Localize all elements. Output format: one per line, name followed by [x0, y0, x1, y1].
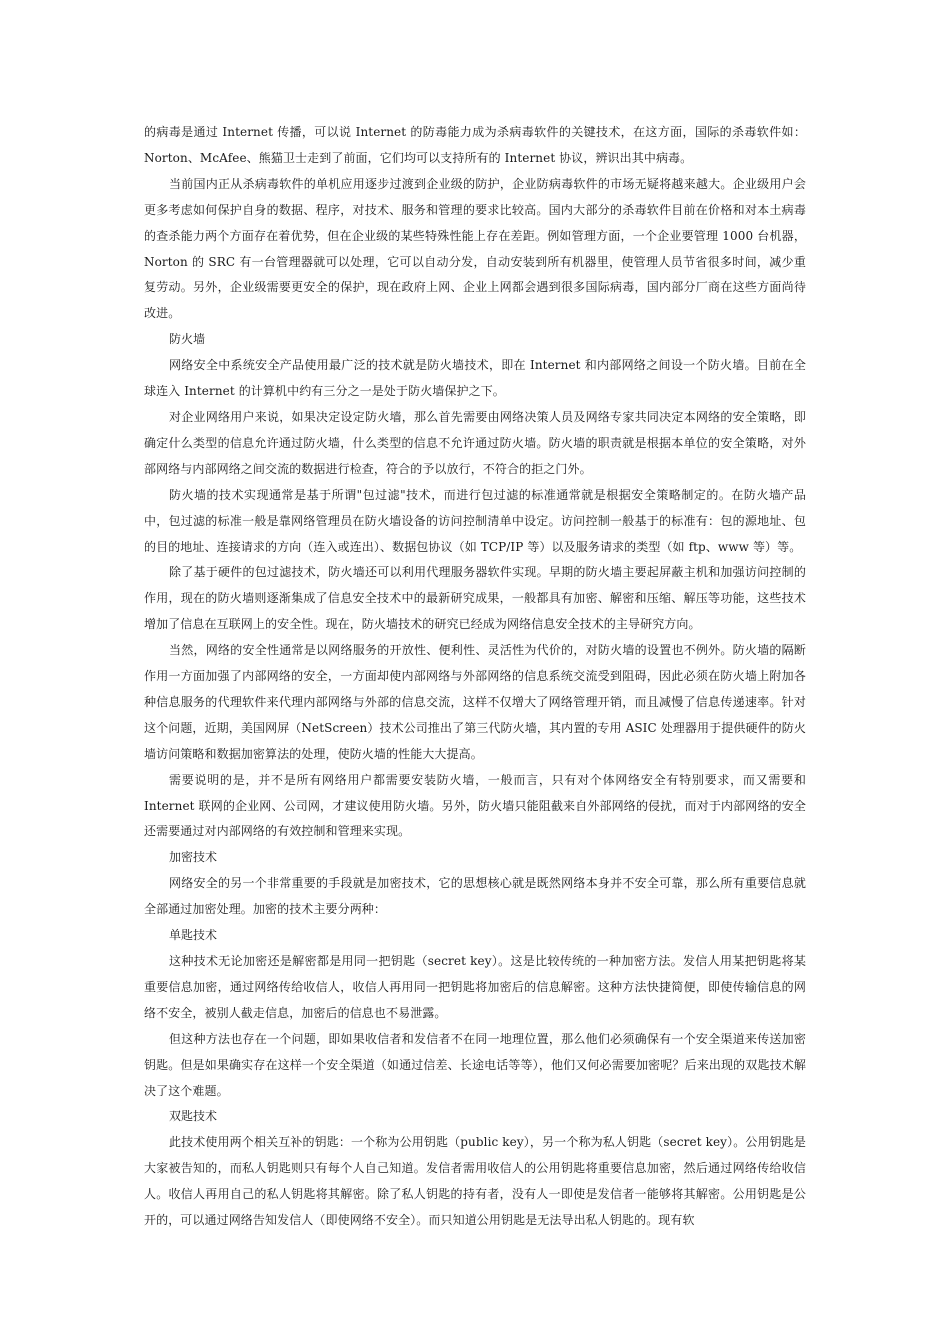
section-heading-dual-key: 双匙技术	[169, 1109, 218, 1124]
section-heading-firewall: 防火墙	[169, 332, 206, 347]
section-heading-encryption: 加密技术	[169, 850, 218, 865]
section-heading-single-key: 单匙技术	[169, 928, 218, 943]
paragraph: 这种技术无论加密还是解密都是用同一把钥匙（secret key）。这是比较传统的一种加密方法。发信人用某把钥匙将某重要信息加密，通过网络传给收信人，收信人再用同一把钥匙将加密后的信息解密。这种方法快捷简便，即使传输信息的网络不安全，被别人截走信息，加密后的信息也不易泄露。	[144, 954, 806, 1020]
paragraph: 网络安全中系统安全产品使用最广泛的技术就是防火墙技术，即在 Internet 和内部网络之间设一个防火墙。目前在全球连入 Internet 的计算机中约有三分之一是处于防火墙保护之下。	[144, 358, 806, 399]
paragraph: 对企业网络用户来说，如果决定设定防火墙，那么首先需要由网络决策人员及网络专家共同决定本网络的安全策略，即确定什么类型的信息允许通过防火墙，什么类型的信息不允许通过防火墙。防火墙的职责就是根据本单位的安全策略，对外部网络与内部网络之间交流的数据进行检查，符合的予以放行，不符合的拒之门外。	[144, 409, 806, 476]
paragraph: 的病毒是通过 Internet 传播，可以说 Internet 的防毒能力成为杀病毒软件的关键技术，在这方面，国际的杀毒软件如：Norton、McAfee、熊猫卫士走到了前面，它们均可以支持所有的 Internet 协议，辨识出其中病毒。	[144, 125, 806, 165]
paragraph: 需要说明的是，并不是所有网络用户都需要安装防火墙，一般而言，只有对个体网络安全有特别要求，而又需要和 Internet 联网的企业网、公司网，才建议使用防火墙。另外，防火墙只能阻截来自外部网络的侵扰，而对于内部网络的安全还需要通过对内部网络的有效控制和管理来实现。	[144, 772, 806, 839]
paragraph: 此技术使用两个相关互补的钥匙：一个称为公用钥匙（public key），另一个称为私人钥匙（secret key）。公用钥匙是大家被告知的，而私人钥匙则只有每个人自己知道。发信者需用收信人的公用钥匙将重要信息加密，然后通过网络传给收信人。收信人再用自己的私人钥匙将其解密。除了私人钥匙的持有者，没有人一即使是发信者一能够将其解密。公用钥匙是公开的，可以通过网络告知发信人（即使网络不安全）。而只知道公用钥匙是无法导出私人钥匙的。现有软	[144, 1135, 806, 1228]
paragraph: 当然，网络的安全性通常是以网络服务的开放性、便利性、灵活性为代价的，对防火墙的设置也不例外。防火墙的隔断作用一方面加强了内部网络的安全，一方面却使内部网络与外部网络的信息系统交流受到阻碍，因此必须在防火墙上附加各种信息服务的代理软件来代理内部网络与外部的信息交流，这样不仅增大了网络管理开销，而且减慢了信息传递速率。针对这个问题，近期，美国网屏（NetScreen）技术公司推出了第三代防火墙，其内置的专用 ASIC 处理器用于提供硬件的防火墙访问策略和数据加密算法的处理，使防火墙的性能大大提高。	[144, 643, 806, 761]
paragraph: 网络安全的另一个非常重要的手段就是加密技术，它的思想核心就是既然网络本身并不安全可靠，那么所有重要信息就全部通过加密处理。加密的技术主要分两种：	[144, 876, 806, 917]
document-body	[144, 120, 806, 1234]
paragraph: 除了基于硬件的包过滤技术，防火墙还可以利用代理服务器软件实现。早期的防火墙主要起屏蔽主机和加强访问控制的作用，现在的防火墙则逐渐集成了信息安全技术中的最新研究成果，一般都具有加密、解密和压缩、解压等功能，这些技术增加了信息在互联网上的安全性。现在，防火墙技术的研究已经成为网络信息安全技术的主导研究方向。	[144, 565, 806, 632]
paragraph: 但这种方法也存在一个问题，即如果收信者和发信者不在同一地理位置，那么他们必须确保有一个安全渠道来传送加密钥匙。但是如果确实存在这样一个安全渠道（如通过信差、长途电话等等），他们又何必需要加密呢？后来出现的双匙技术解决了这个难题。	[144, 1031, 806, 1098]
paragraph: 当前国内正从杀病毒软件的单机应用逐步过渡到企业级的防护，企业防病毒软件的市场无疑将越来越大。企业级用户会更多考虑如何保护自身的数据、程序，对技术、服务和管理的要求比较高。国内大部分的杀毒软件目前在价格和对本土病毒的查杀能力两个方面存在着优势，但在企业级的某些特殊性能上存在差距。例如管理方面，一个企业要管理 1000 台机器，Norton 的 SRC 有一台管理器就可以处理，它可以自动分发，自动安装到所有机器里，使管理人员节省很多时间，减少重复劳动。另外，企业级需要更安全的保护，现在政府上网、企业上网都会遇到很多国际病毒，国内部分厂商在这些方面尚待改进。	[144, 176, 806, 321]
paragraph: 防火墙的技术实现通常是基于所谓"包过滤"技术，而进行包过滤的标准通常就是根据安全策略制定的。在防火墙产品中，包过滤的标准一般是靠网络管理员在防火墙设备的访问控制清单中设定。访问控制一般基于的标准有：包的源地址、包的目的地址、连接请求的方向（连入或连出）、数据包协议（如 TCP/IP 等）以及服务请求的类型（如 ftp、www 等）等。	[144, 487, 806, 554]
